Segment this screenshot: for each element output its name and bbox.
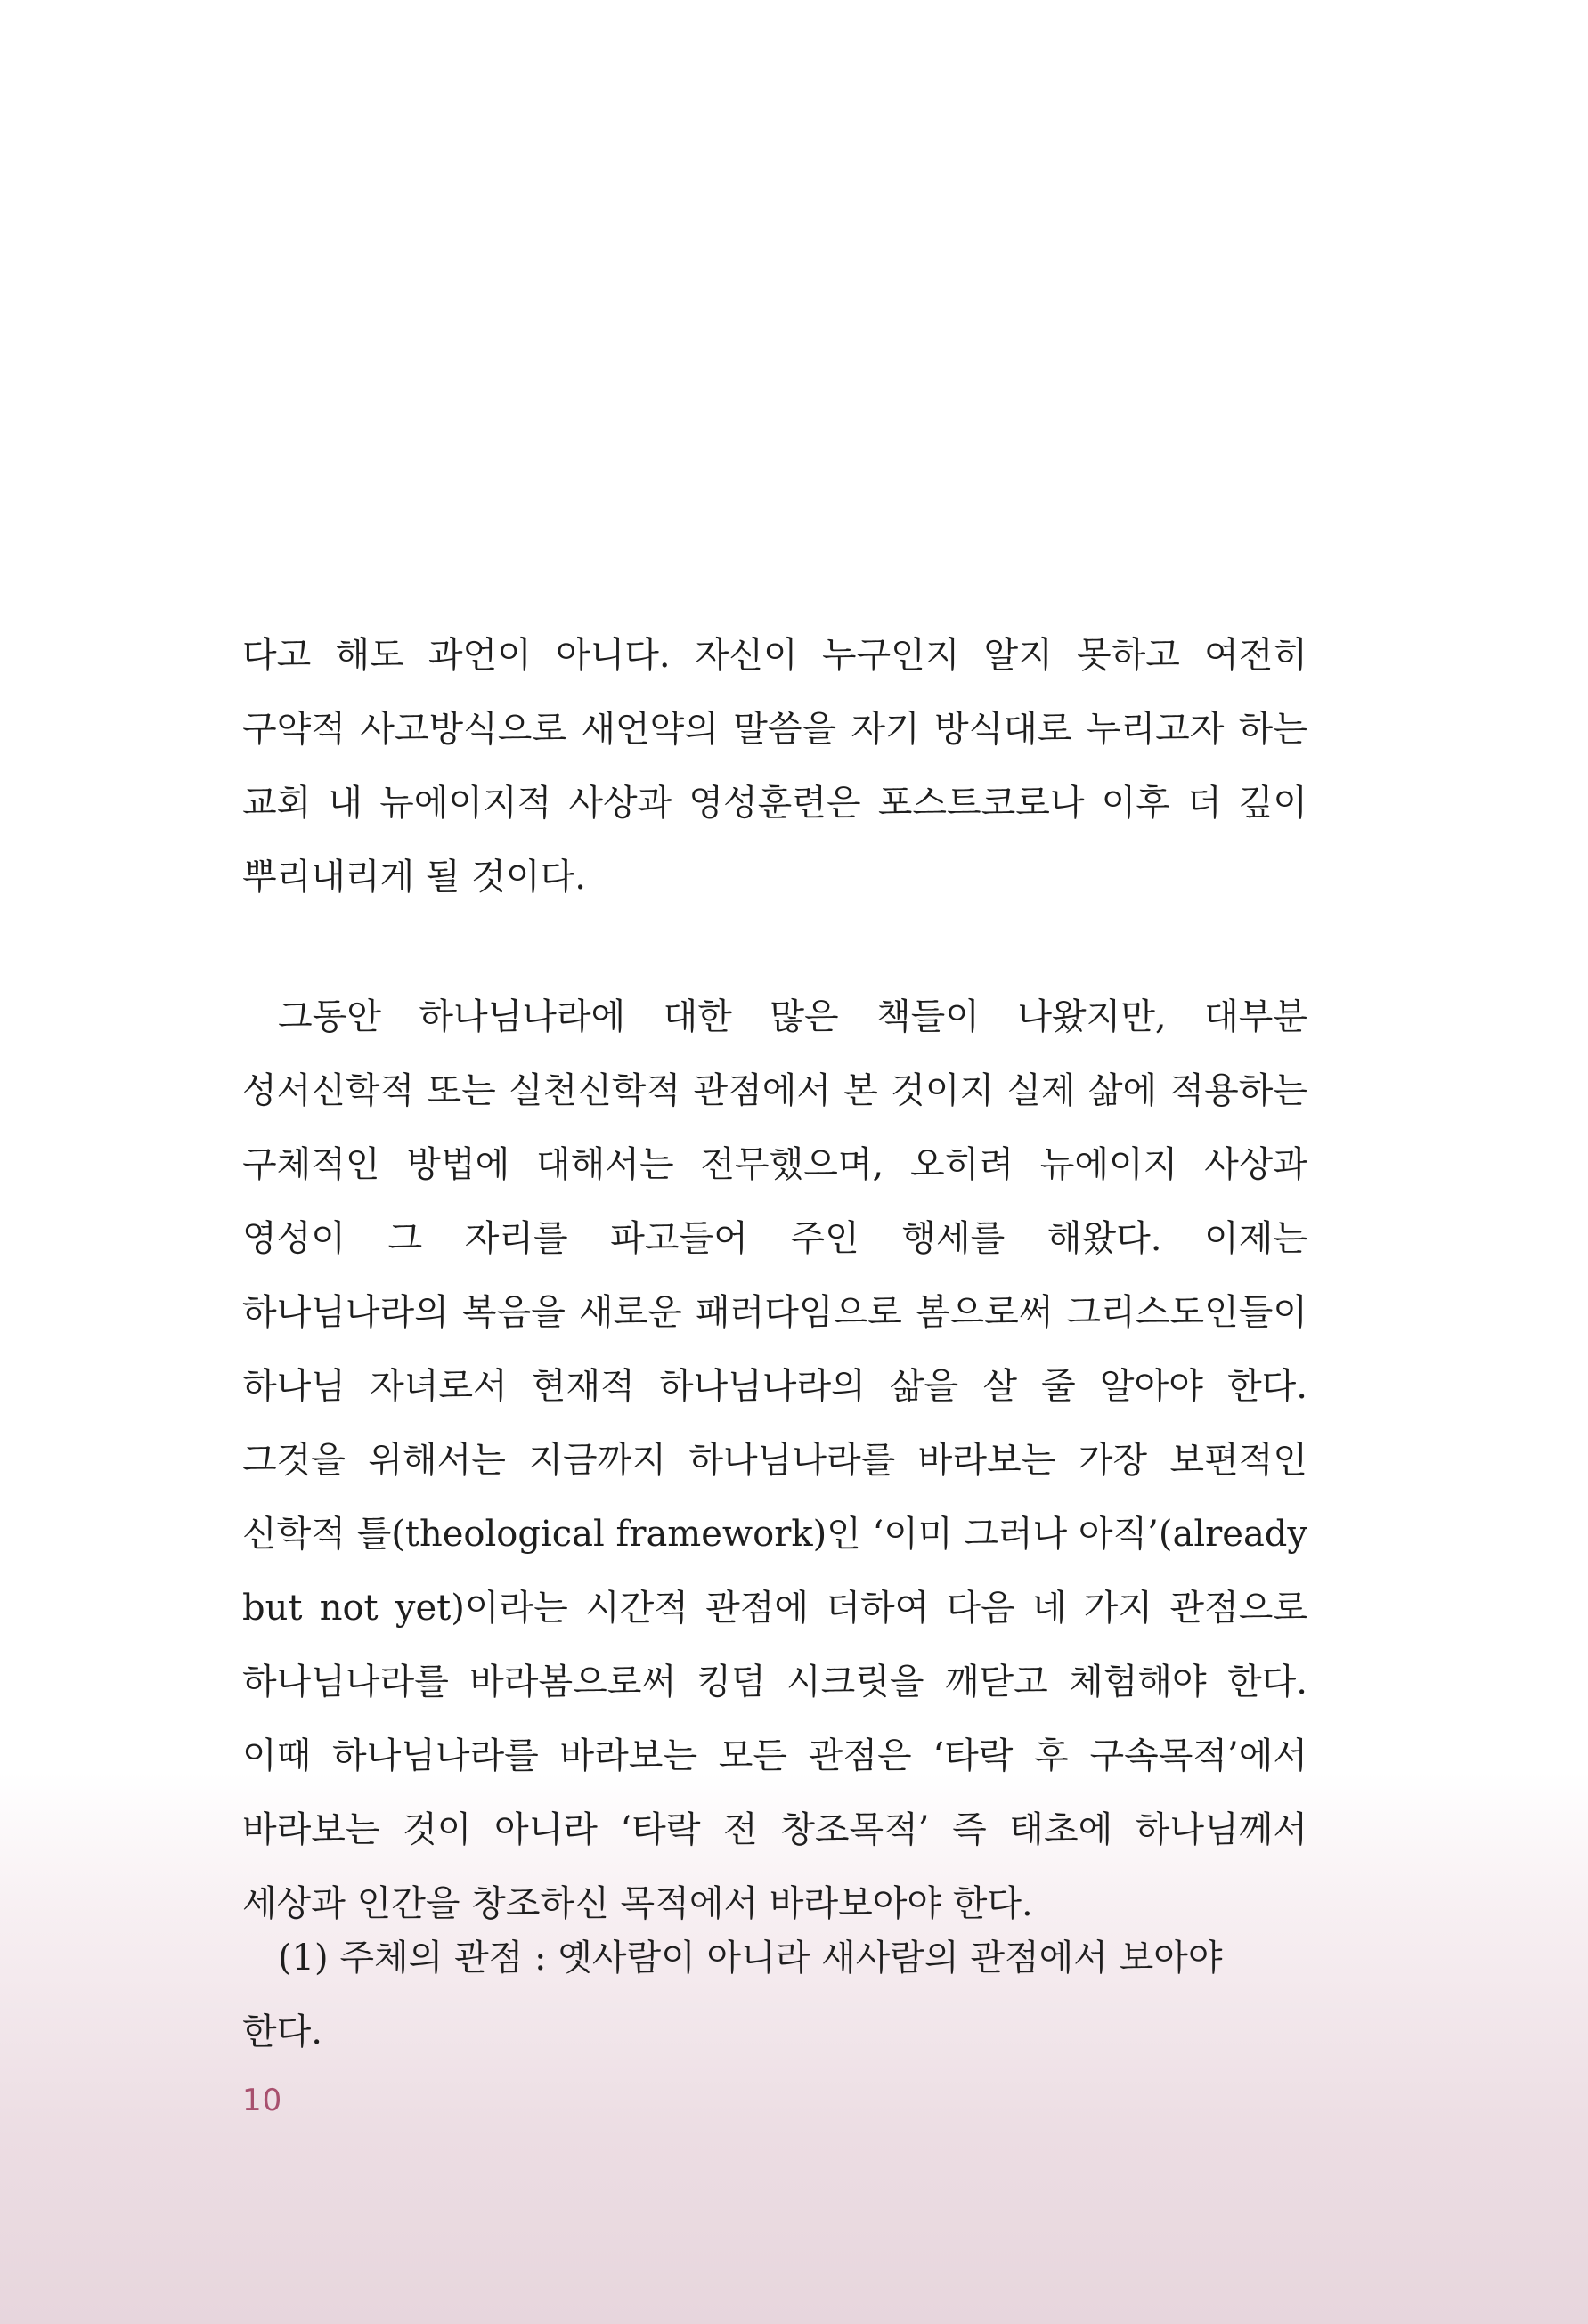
paragraph-kingdom-perspective: 그동안 하나님나라에 대한 많은 책들이 나왔지만, 대부분 성서신학적 또는 실천신학적 관점에서 본 것이지 실제 삶에 적용하는 구체적인 방법에 대해서는 전무했으며, 오히려 뉴에이지 사상과 영성이 그 자리를 파고들어 주인 행세를 해왔다. 이제는 하나님나라의 복음을 새로운 패러다임으로 봄으로써 그리스도인들이 하나님 자녀로서 현재적 하나님나라의 삶을 살 줄 알아야 한다. 그것을 위해서는 지금까지 하나님나라를 바라보는 가장 보편적인 신학적 틀(theological framework)인 ‘이미 그러나 아직’(already but not yet)이라는 시간적 관점에 더하여 다음 네 가지 관점으로 하나님나라를 바라봄으로써 킹덤 시크릿을 깨닫고 체험해야 한다. 이때 하나님나라를 바라보는 모든 관점은 ‘타락 후 구속목적’에서 바라보는 것이 아니라 ‘타락 전 창조목적’ 즉 태초에 하나님께서 세상과 인간을 창조하신 목적에서 바라보아야 한다. [242,996,1307,1924]
paragraph-subject-perspective: (1) 주체의 관점 : 옛사람이 아니라 새사람의 관점에서 보아야 한다. [242,1938,1223,2052]
page-number: 10 [242,2083,283,2118]
paragraph-continuation: 다고 해도 과언이 아니다. 자신이 누구인지 알지 못하고 여전히 구약적 사고방식으로 새언약의 말씀을 자기 방식대로 누리고자 하는 교회 내 뉴에이지적 사상과 영성훈련은 포스트코로나 이후 더 깊이 뿌리내리게 될 것이다. [242,635,1307,898]
